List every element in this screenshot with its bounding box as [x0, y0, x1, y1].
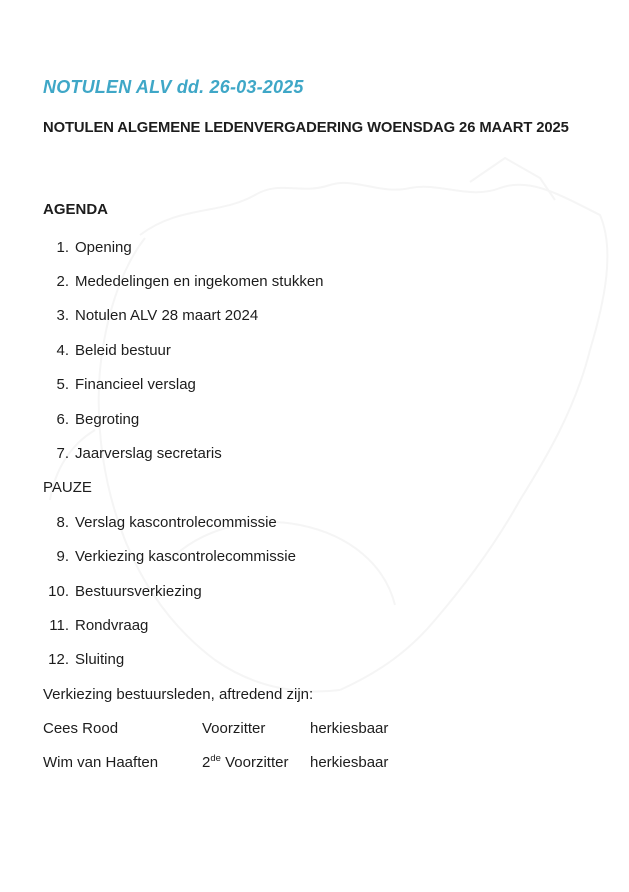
agenda-item: [43, 333, 599, 367]
agenda-item: [43, 436, 599, 470]
agenda-item: [43, 471, 599, 505]
agenda-item-label: Notulen ALV 28 maart 2024: [75, 307, 259, 325]
elections-intro: Verkiezing bestuursleden, aftredend zijn:: [43, 685, 314, 703]
agenda-item-number: 6.: [56, 410, 69, 428]
agenda-item: [43, 230, 599, 264]
agenda-item: [43, 643, 599, 677]
agenda-item-label: Bestuursverkiezing: [75, 582, 202, 600]
document-heading: NOTULEN ALGEMENE LEDENVERGADERING WOENSDAG 26 MAART 2025: [43, 120, 569, 136]
agenda-item: [43, 608, 599, 642]
board-member-name: Cees Rood: [43, 719, 119, 737]
agenda-item-number: 10.: [48, 582, 69, 600]
agenda-item-label: PAUZE: [43, 479, 92, 497]
agenda-item: [43, 505, 599, 539]
agenda-list: [43, 230, 599, 677]
agenda-item-label: Sluiting: [75, 651, 125, 669]
agenda-item: [43, 264, 599, 298]
election-row: [43, 711, 599, 745]
agenda-item-number: 3.: [56, 307, 69, 325]
document-content: [43, 0, 599, 779]
agenda-item-number: 1.: [56, 238, 69, 256]
agenda-item: [43, 574, 599, 608]
agenda-item: [43, 299, 599, 333]
agenda-item-label: Verkiezing kascontrolecommissie: [75, 548, 296, 566]
board-member-status: herkiesbaar: [310, 753, 389, 771]
agenda-item-label: Begroting: [75, 410, 140, 428]
agenda-item-number: 12.: [48, 651, 69, 669]
agenda-item-label: Financieel verslag: [75, 376, 196, 394]
agenda-item-label: Mededelingen en ingekomen stukken: [75, 273, 324, 291]
board-member-status: herkiesbaar: [310, 719, 389, 737]
agenda-item-number: 8.: [56, 513, 69, 531]
agenda-item-number: 9.: [56, 548, 69, 566]
agenda-item-label: Opening: [75, 238, 132, 256]
agenda-item-label: Rondvraag: [75, 616, 149, 634]
agenda-item-number: 7.: [56, 445, 69, 463]
agenda-item-label: Beleid bestuur: [75, 341, 171, 359]
agenda-item-label: Jaarverslag secretaris: [75, 445, 222, 463]
agenda-item-number: 11.: [49, 616, 69, 634]
board-member-role: Voorzitter: [202, 719, 266, 737]
agenda-item-number: 5.: [56, 376, 69, 394]
agenda-item-number: 4.: [56, 341, 69, 359]
document-title: NOTULEN ALV dd. 26-03-2025: [43, 77, 304, 97]
board-member-name: Wim van Haaften: [43, 753, 159, 771]
board-member-role: 2de Voorzitter: [202, 752, 289, 771]
agenda-item-number: 2.: [56, 273, 69, 291]
agenda-heading: AGENDA: [43, 201, 109, 218]
agenda-item: [43, 540, 599, 574]
agenda-item: [43, 368, 599, 402]
agenda-item: [43, 402, 599, 436]
election-row: [43, 745, 599, 779]
agenda-item-label: Verslag kascontrolecommissie: [75, 513, 277, 531]
elections-table: [43, 711, 599, 779]
